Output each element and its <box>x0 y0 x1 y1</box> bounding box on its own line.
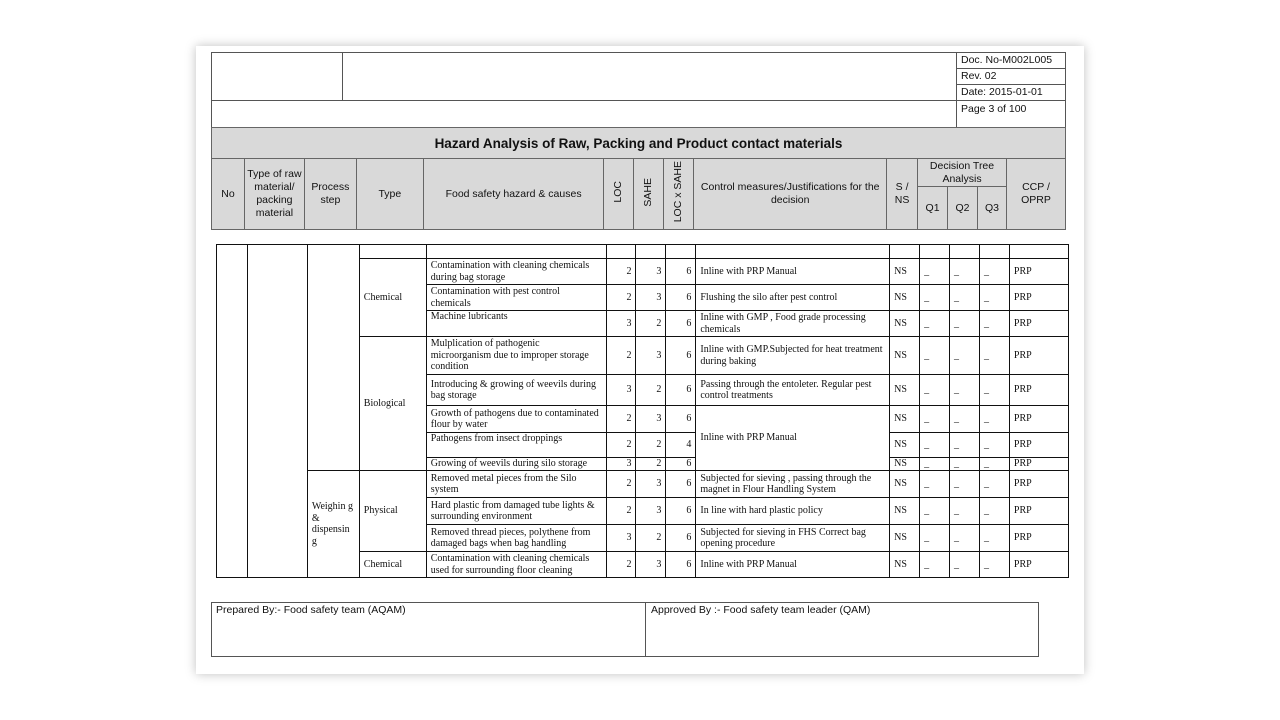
q2-cell <box>950 245 980 259</box>
control-cell: Inline with GMP.Subjected for heat treatment during baking <box>696 337 890 375</box>
q3-cell: _ <box>979 498 1009 525</box>
loc-cell: 2 <box>606 285 636 311</box>
lxs-cell: 6 <box>666 406 696 433</box>
control-cell: Subjected for sieving in FHS Correct bag opening procedure <box>696 525 890 552</box>
q2-cell: _ <box>950 471 980 498</box>
doc-number: Doc. No-M002L005 <box>961 54 1053 66</box>
q1-cell: _ <box>920 375 950 406</box>
hazard-cell: Removed metal pieces from the Silo system <box>426 471 606 498</box>
hazard-cell: Pathogens from insect droppings <box>426 433 606 458</box>
col-decision-tree: Decision Tree Analysis <box>918 159 1007 187</box>
loc-cell: 2 <box>606 471 636 498</box>
page-title: Hazard Analysis of Raw, Packing and Product contact materials <box>212 128 1066 159</box>
hazard-cell: Introducing & growing of weevils during bag storage <box>426 375 606 406</box>
hazard-cell: Hard plastic from damaged tube lights & surrounding environment <box>426 498 606 525</box>
revision: Rev. 02 <box>961 70 997 82</box>
sahe-cell: 3 <box>636 471 666 498</box>
loc-cell: 2 <box>606 552 636 578</box>
q2-cell: _ <box>950 375 980 406</box>
sns-cell: NS <box>890 285 920 311</box>
loc-cell: 2 <box>606 433 636 458</box>
q1-cell: _ <box>920 498 950 525</box>
sns-cell <box>890 245 920 259</box>
col-control: Control measures/Justifications for the decision <box>694 159 887 230</box>
q2-cell: _ <box>950 525 980 552</box>
lxs-cell: 6 <box>666 337 696 375</box>
control-cell: In line with hard plastic policy <box>696 498 890 525</box>
sns-cell: NS <box>890 498 920 525</box>
doc-date: Date: 2015-01-01 <box>961 86 1043 98</box>
sahe-cell: 3 <box>636 337 666 375</box>
sahe-cell: 2 <box>636 458 666 471</box>
sahe-cell: 3 <box>636 285 666 311</box>
control-cell-merged: Inline with PRP Manual <box>696 406 890 471</box>
q1-cell: _ <box>920 337 950 375</box>
hazard-cell: Growth of pathogens due to contaminated flour by water <box>426 406 606 433</box>
sns-cell: NS <box>890 471 920 498</box>
no-cell <box>217 245 248 578</box>
sns-cell: NS <box>890 259 920 285</box>
loc-cell: 2 <box>606 337 636 375</box>
lxs-cell: 6 <box>666 552 696 578</box>
signature-divider <box>645 602 646 657</box>
sns-cell: NS <box>890 525 920 552</box>
q2-cell: _ <box>950 433 980 458</box>
col-q2: Q2 <box>948 187 978 230</box>
type-group-physical: Physical <box>359 471 426 552</box>
q2-cell: _ <box>950 458 980 471</box>
loc-cell: 3 <box>606 458 636 471</box>
hazard-cell: Removed thread pieces, polythene from damaged bags when bag handling <box>426 525 606 552</box>
q3-cell: _ <box>979 525 1009 552</box>
col-q1: Q1 <box>918 187 948 230</box>
sahe-cell: 3 <box>636 259 666 285</box>
q3-cell: _ <box>979 375 1009 406</box>
q1-cell <box>920 245 950 259</box>
hazard-cell: Mulplication of pathogenic microorganism due to improper storage condition <box>426 337 606 375</box>
process-step-weighing: Weighin g & dispensin g <box>307 471 359 578</box>
q3-cell: _ <box>979 337 1009 375</box>
lxs-cell: 6 <box>666 458 696 471</box>
q1-cell: _ <box>920 458 950 471</box>
col-sahe <box>634 159 664 230</box>
control-cell: Subjected for sieving , passing through the magnet in Flour Handling System <box>696 471 890 498</box>
column-header-table <box>211 127 1066 230</box>
loc-cell: 3 <box>606 375 636 406</box>
q1-cell: _ <box>920 471 950 498</box>
col-process-step: Process step <box>304 159 356 230</box>
q1-cell: _ <box>920 406 950 433</box>
sahe-cell <box>636 245 666 259</box>
control-cell: Passing through the entoleter. Regular pest control treatments <box>696 375 890 406</box>
sahe-cell: 2 <box>636 375 666 406</box>
q2-cell: _ <box>950 259 980 285</box>
ccp-cell <box>1009 245 1068 259</box>
q3-cell <box>979 245 1009 259</box>
prepared-by: Prepared By:- Food safety team (AQAM) <box>216 604 406 616</box>
sns-cell: NS <box>890 433 920 458</box>
q1-cell: _ <box>920 552 950 578</box>
ccp-cell: PRP <box>1009 375 1068 406</box>
sns-cell: NS <box>890 311 920 337</box>
header-divider <box>211 100 957 101</box>
col-s-ns: S / NS <box>887 159 918 230</box>
sahe-cell: 2 <box>636 433 666 458</box>
q3-cell: _ <box>979 552 1009 578</box>
col-hazard: Food safety hazard & causes <box>423 159 604 230</box>
ccp-cell: PRP <box>1009 552 1068 578</box>
col-loc-x-sahe-label: LOC x SAHE <box>672 161 685 223</box>
q2-cell: _ <box>950 337 980 375</box>
loc-cell: 2 <box>606 259 636 285</box>
q3-cell: _ <box>979 311 1009 337</box>
document-header <box>211 52 1066 128</box>
table-row <box>217 471 1069 498</box>
sns-cell: NS <box>890 552 920 578</box>
ccp-cell: PRP <box>1009 458 1068 471</box>
sns-cell: NS <box>890 406 920 433</box>
q1-cell: _ <box>920 433 950 458</box>
q1-cell: _ <box>920 285 950 311</box>
header-divider <box>342 52 343 100</box>
lxs-cell: 6 <box>666 311 696 337</box>
loc-cell: 3 <box>606 311 636 337</box>
loc-cell: 2 <box>606 498 636 525</box>
hazard-table <box>216 244 1069 578</box>
hazard-cell: Machine lubricants <box>426 311 606 337</box>
table-row <box>217 245 1069 259</box>
control-cell <box>696 245 890 259</box>
q3-cell: _ <box>979 458 1009 471</box>
sahe-cell: 3 <box>636 498 666 525</box>
loc-cell <box>606 245 636 259</box>
lxs-cell: 6 <box>666 259 696 285</box>
ccp-cell: PRP <box>1009 525 1068 552</box>
ccp-cell: PRP <box>1009 433 1068 458</box>
q1-cell: _ <box>920 311 950 337</box>
ccp-cell: PRP <box>1009 311 1068 337</box>
q2-cell: _ <box>950 285 980 311</box>
page-number: Page 3 of 100 <box>961 103 1027 115</box>
loc-cell: 3 <box>606 525 636 552</box>
lxs-cell: 4 <box>666 433 696 458</box>
hazard-cell: Contamination with pest control chemicals <box>426 285 606 311</box>
type-cell <box>359 245 426 259</box>
hazard-cell: Contamination with cleaning chemicals during bag storage <box>426 259 606 285</box>
q2-cell: _ <box>950 311 980 337</box>
lxs-cell: 6 <box>666 525 696 552</box>
q3-cell: _ <box>979 433 1009 458</box>
col-sahe-label: SAHE <box>642 177 655 207</box>
control-cell: Inline with GMP , Food grade processing chemicals <box>696 311 890 337</box>
lxs-cell: 6 <box>666 285 696 311</box>
col-loc-label: LOC <box>612 181 625 203</box>
lxs-cell <box>666 245 696 259</box>
ccp-cell: PRP <box>1009 471 1068 498</box>
sns-cell: NS <box>890 337 920 375</box>
approved-by: Approved By :- Food safety team leader (QAM) <box>651 604 871 616</box>
sahe-cell: 3 <box>636 552 666 578</box>
ccp-cell: PRP <box>1009 259 1068 285</box>
control-cell: Inline with PRP Manual <box>696 552 890 578</box>
q3-cell: _ <box>979 285 1009 311</box>
lxs-cell: 6 <box>666 498 696 525</box>
q2-cell: _ <box>950 406 980 433</box>
q1-cell: _ <box>920 259 950 285</box>
sns-cell: NS <box>890 375 920 406</box>
type-group-chemical: Chemical <box>359 259 426 337</box>
material-cell <box>247 245 307 578</box>
sns-cell: NS <box>890 458 920 471</box>
q3-cell: _ <box>979 406 1009 433</box>
col-loc <box>604 159 634 230</box>
type-group-chemical: Chemical <box>359 552 426 578</box>
control-cell: Inline with PRP Manual <box>696 259 890 285</box>
ccp-cell: PRP <box>1009 498 1068 525</box>
col-ccp: CCP / OPRP <box>1006 159 1065 230</box>
hazard-cell: Contamination with cleaning chemicals used for surrounding floor cleaning <box>426 552 606 578</box>
sahe-cell: 2 <box>636 311 666 337</box>
sahe-cell: 3 <box>636 406 666 433</box>
lxs-cell: 6 <box>666 375 696 406</box>
q2-cell: _ <box>950 552 980 578</box>
col-type: Type <box>356 159 423 230</box>
ccp-cell: PRP <box>1009 337 1068 375</box>
ccp-cell: PRP <box>1009 406 1068 433</box>
q3-cell: _ <box>979 259 1009 285</box>
q3-cell: _ <box>979 471 1009 498</box>
loc-cell: 2 <box>606 406 636 433</box>
control-cell: Flushing the silo after pest control <box>696 285 890 311</box>
lxs-cell: 6 <box>666 471 696 498</box>
sahe-cell: 2 <box>636 525 666 552</box>
col-loc-x-sahe <box>664 159 694 230</box>
type-group-biological: Biological <box>359 337 426 471</box>
col-no: No <box>212 159 245 230</box>
hazard-cell <box>426 245 606 259</box>
col-type-material: Type of raw material/ packing material <box>244 159 304 230</box>
q1-cell: _ <box>920 525 950 552</box>
q2-cell: _ <box>950 498 980 525</box>
col-q3: Q3 <box>978 187 1007 230</box>
process-cell <box>307 245 359 471</box>
hazard-cell: Growing of weevils during silo storage <box>426 458 606 471</box>
ccp-cell: PRP <box>1009 285 1068 311</box>
